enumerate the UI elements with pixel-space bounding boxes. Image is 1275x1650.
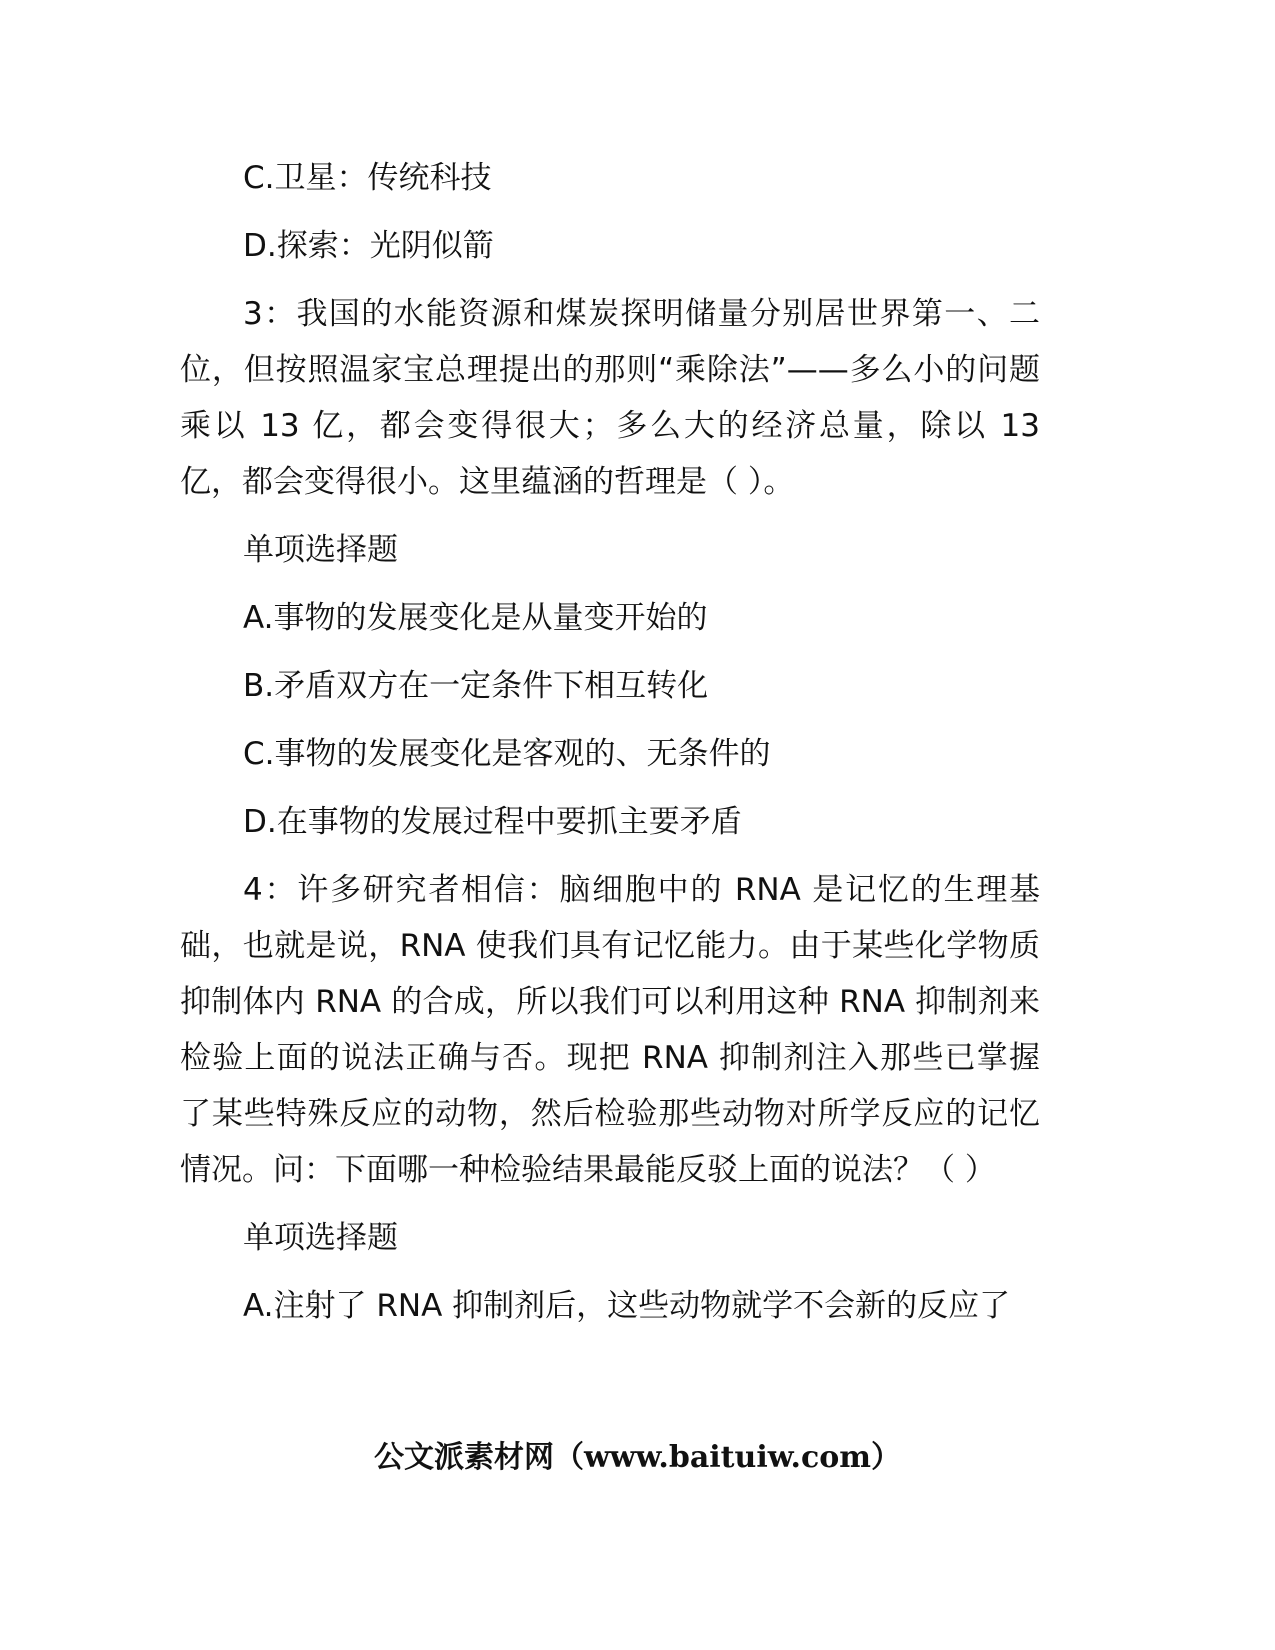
page-footer: 公文派素材网（www.baituiw.com） [373, 1440, 902, 1475]
option-a-q4: A.注射了 RNA 抑制剂后，这些动物就学不会新的反应了 [243, 1288, 1011, 1324]
question-4-text: 4：许多研究者相信：脑细胞中的 RNA 是记忆的生理基础，也就是说，RNA 使我们具有记忆能力。由于某些化学物质抑制体内 RNA 的合成，所以我们可以利用这种 RNA 抑制剂来检验上面的说法正确与否。现把 RNA 抑制剂注入那些已掌握了某些特殊反应的动物，然后检验那些动物对所学反应的记忆情况。问：下面哪一种检验结果最能反驳上面的说法？（ ） [180, 872, 1040, 1188]
option-a-q3: A.事物的发展变化是从量变开始的 [243, 600, 708, 636]
option-c-q3: C.事物的发展变化是客观的、无条件的 [243, 736, 771, 772]
option-c-q2: C.卫星：传统科技 [243, 160, 492, 196]
option-b-q3: B.矛盾双方在一定条件下相互转化 [243, 668, 709, 704]
question-3-text: 3：我国的水能资源和煤炭探明储量分别居世界第一、二位，但按照温家宝总理提出的那则“乘除法”——多么小的问题乘以 13 亿，都会变得很大；多么大的经济总量，除以 13 亿，都会变得很小。这里蕴涵的哲理是（ ）。 [180, 296, 1040, 500]
document-body [180, 150, 1040, 1346]
question-3-type: 单项选择题 [243, 532, 398, 568]
question-4-type: 单项选择题 [243, 1220, 398, 1256]
option-d-q2: D.探索：光阴似箭 [243, 228, 494, 264]
option-d-q3: D.在事物的发展过程中要抓主要矛盾 [243, 804, 742, 840]
